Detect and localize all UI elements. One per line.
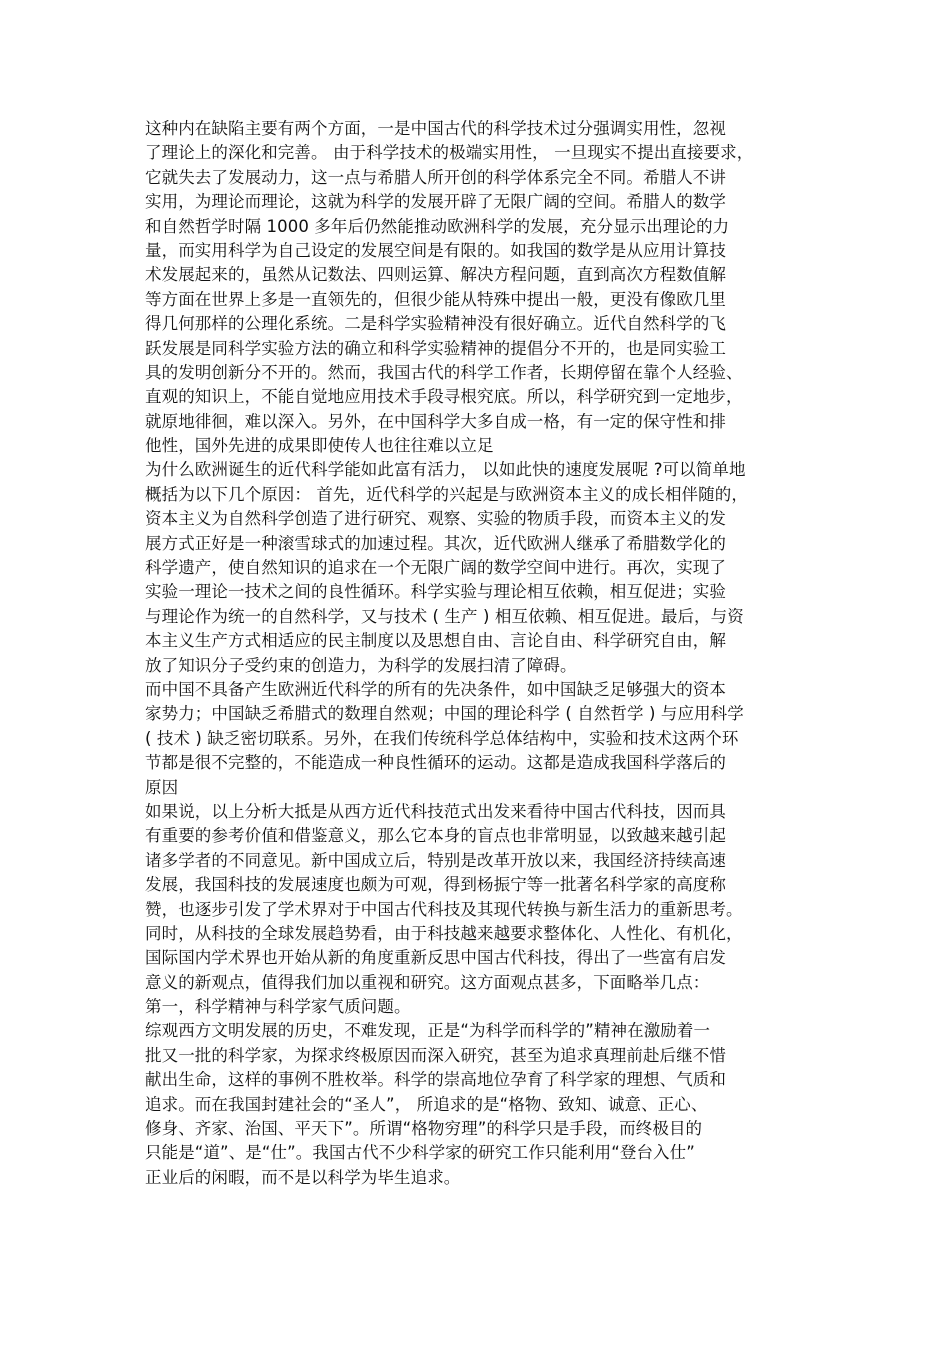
text-line: 实用，为理论而理论，这就为科学的发展开辟了无限广阔的空间。希腊人的数学 <box>145 192 726 212</box>
text-line: 术发展起来的，虽然从记数法、四则运算、解决方程问题，直到高次方程数值解 <box>145 265 726 285</box>
text-line: 就原地徘徊，难以深入。另外，在中国科学大多自成一格，有一定的保守性和排 <box>145 411 726 431</box>
text-line: 献出生命，这样的事例不胜枚举。科学的崇高地位孕育了科学家的理想、气质和 <box>145 1070 726 1090</box>
text-line: 有重要的参考价值和借鉴意义，那么它本身的盲点也非常明显，以致越来越引起 <box>145 826 726 846</box>
text-line: 节都是很不完整的，不能造成一种良性循环的运动。这都是造成我国科学落后的 <box>145 753 726 773</box>
text-line: 综观西方文明发展的历史，不难发现，正是“为科学而科学的”精神在激励着一 <box>145 1021 711 1041</box>
text-line: 正业后的闲暇，而不是以科学为毕生追求。 <box>145 1167 461 1187</box>
text-line: 批又一批的科学家，为探求终极原因而深入研究，甚至为追求真理前赴后继不惜 <box>145 1045 726 1065</box>
text-line: 追求。而在我国封建社会的“圣人”， 所追求的是“格物、致知、诚意、正心、 <box>145 1094 708 1114</box>
text-line: 它就失去了发展动力，这一点与希腊人所开创的科学体系完全不同。希腊人不讲 <box>145 167 726 187</box>
text-line: 国际国内学术界也开始从新的角度重新反思中国古代科技，得出了一些富有启发 <box>145 948 726 968</box>
text-line: 而中国不具备产生欧洲近代科学的所有的先决条件，如中国缺乏足够强大的资本 <box>145 679 726 699</box>
text-line: 资本主义为自然科学创造了进行研究、观察、实验的物质手段，而资本主义的发 <box>145 509 726 529</box>
text-line: 赞，也逐步引发了学术界对于中国古代科技及其现代转换与新生活力的重新思考。 <box>145 899 743 919</box>
text-line: 只能是“道”、是“仕”。我国古代不少科学家的研究工作只能利用“登台入仕” <box>145 1143 695 1163</box>
body-text <box>145 117 825 1190</box>
text-line: 与理论作为统一的自然科学，又与技术 ( 生产 ) 相互依赖、相互促进。最后，与资 <box>145 606 744 626</box>
text-line: 他性，国外先进的成果即使传人也往往难以立足 <box>145 436 494 456</box>
text-line: 得几何那样的公理化系统。二是科学实验精神没有很好确立。近代自然科学的飞 <box>145 314 726 334</box>
text-line: 了理论上的深化和完善。 由于科学技术的极端实用性， 一旦现实不提出直接要求， <box>145 143 754 163</box>
text-line: 和自然哲学时隔 1000 多年后仍然能推动欧洲科学的发展，充分显示出理论的力 <box>145 216 730 236</box>
text-line: 等方面在世界上多是一直领先的，但很少能从特殊中提出一般，更没有像欧几里 <box>145 289 726 309</box>
text-line: 诸多学者的不同意见。新中国成立后，特别是改革开放以来，我国经济持续高速 <box>145 850 726 870</box>
text-line: 为什么欧洲诞生的近代科学能如此富有活力， 以如此快的速度发展呢 ?可以简单地 <box>145 460 746 480</box>
text-line: 第一，科学精神与科学家气质问题。 <box>145 997 411 1017</box>
text-line: 放了知识分子受约束的创造力，为科学的发展扫清了障碍。 <box>145 655 577 675</box>
text-line: 具的发明创新分不开的。然而，我国古代的科学工作者，长期停留在靠个人经验、 <box>145 362 743 382</box>
text-line: 直观的知识上，不能自觉地应用技术手段寻根究底。所以，科学研究到一定地步， <box>145 387 743 407</box>
text-line: 概括为以下几个原因： 首先，近代科学的兴起是与欧洲资本主义的成长相伴随的， <box>145 484 748 504</box>
text-line: 展方式正好是一种滚雪球式的加速过程。其次，近代欧洲人继承了希腊数学化的 <box>145 533 726 553</box>
text-line: 科学遗产，使自然知识的追求在一个无限广阔的数学空间中进行。再次，实现了 <box>145 558 726 578</box>
text-line: 跃发展是同科学实验方法的确立和科学实验精神的提倡分不开的，也是同实验工 <box>145 338 726 358</box>
text-line: 量，而实用科学为自己设定的发展空间是有限的。如我国的数学是从应用计算技 <box>145 240 726 260</box>
text-line: 这种内在缺陷主要有两个方面，一是中国古代的科学技术过分强调实用性，忽视 <box>145 119 726 138</box>
text-line: 如果说，以上分析大抵是从西方近代科技范式出发来看待中国古代科技，因而具 <box>145 801 726 821</box>
text-line: ( 技术 ) 缺乏密切联系。另外，在我们传统科学总体结构中，实验和技术这两个环 <box>145 728 739 748</box>
text-line: 发展，我国科技的发展速度也颇为可观，得到杨振宁等一批著名科学家的高度称 <box>145 875 726 895</box>
text-line: 原因 <box>145 777 179 797</box>
text-line: 修身、齐家、治国、平天下”。所谓“格物穷理”的科学只是手段，而终极目的 <box>145 1119 703 1139</box>
text-line: 同时，从科技的全球发展趋势看，由于科技越来越要求整体化、人性化、有机化， <box>145 923 743 943</box>
text-line: 本主义生产方式相适应的民主制度以及思想自由、言论自由、科学研究自由，解 <box>145 631 726 651</box>
text-line: 实验一理论一技术之间的良性循环。科学实验与理论相互依赖，相互促进；实验 <box>145 582 726 602</box>
text-line: 意义的新观点，值得我们加以重视和研究。这方面观点甚多，下面略举几点： <box>145 972 710 992</box>
text-line: 家势力；中国缺乏希腊式的数理自然观；中国的理论科学 ( 自然哲学 ) 与应用科学 <box>145 704 744 724</box>
